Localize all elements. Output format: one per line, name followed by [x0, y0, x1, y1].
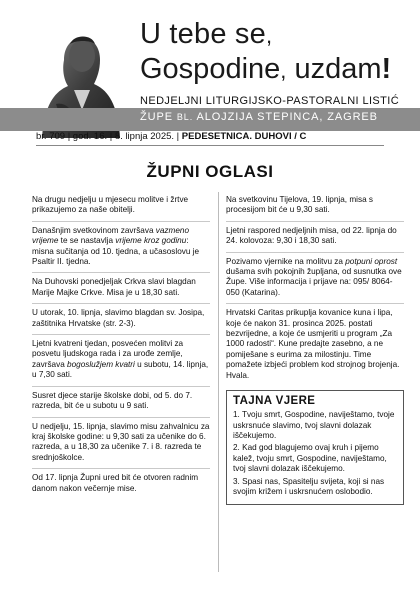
notice-item: Ljetni raspored nedjeljnih misa, od 22. lipnja do 24. kolovoza: 9,30 i 18,30 sati.: [226, 226, 404, 253]
notice-item: Današnjim svetkovinom završava vazmeno vrijeme te se nastavlja vrijeme kroz godinu: misna sučitanja od 10. tjedna, a učasoslovu je Psaltir II. tjedna.: [32, 226, 210, 274]
masthead: [0, 0, 420, 150]
mystery-of-faith-acclamation: 3. Spasi nas, Spasitelju svijeta, koji si nas svojim križem i uskrsnućem oslobodio.: [233, 476, 385, 496]
parish-bl: BL.: [176, 112, 194, 122]
column-divider: [218, 192, 219, 572]
notice-item: Na svetkovinu Tijelova, 19. lipnja, misa s procesijom bit će u 9,30 sati.: [226, 195, 404, 222]
right-column-notices: [226, 195, 404, 386]
issue-info: [36, 131, 306, 142]
issue-feast: PEDESETNICA. DUHOVI / C: [181, 131, 307, 142]
parish-part-a: ŽUPE: [140, 111, 177, 123]
masthead-title-line-1: [140, 18, 272, 51]
parish-name: [140, 111, 378, 123]
mystery-of-faith-title: TAJNA VJERE: [233, 395, 316, 408]
mystery-of-faith-acclamation: 1. Tvoju smrt, Gospodine, naviještamo, tvoje uskrsnuće slavimo, tvoj slavni dolazak iščekujemo.: [233, 410, 395, 440]
notice-item: Pozivamo vjernike na molitvu za potpuni oprost dušama svih pokojnih župljana, od susnutka ove Župe. Više informacija i prijave na: 095/ 8064-050 (Katarina).: [226, 257, 404, 305]
parish-part-b: ALOJZIJA STEPINCA, ZAGREB: [193, 111, 378, 123]
masthead-title-line-2: [140, 53, 391, 86]
title-part-b: Gospodine: [140, 53, 281, 85]
notice-item: Na drugu nedjelju u mjesecu molitve i žrtve prikazujemo za naše obitelji.: [32, 195, 210, 222]
issue-divider: [36, 145, 384, 146]
mystery-of-faith-box: [226, 390, 404, 505]
mystery-of-faith-acclamation: 2. Kad god blagujemo ovaj kruh i pijemo kalež, tvoju smrt, Gospodine, naviještamo, tvoj slavni dolazak iščekujemo.: [233, 443, 387, 474]
issue-number: br. 709 | god. 16. | 8. lipnja 2025. |: [36, 131, 182, 142]
notice-item: Na Duhovski ponedjeljak Crkva slavi blagdan Marije Majke Crkve. Misa je u 18,30 sati.: [32, 277, 210, 304]
notice-item: U nedjelju, 15. lipnja, slavimo misu zahvalnicu za kraj školske godine: u 9,30 sati za učenike do 6. razreda, a u 18,30 za učenike 7. i 8. razreda te srednjoškolce.: [32, 422, 210, 470]
page-title: ŽUPNI OGLASI: [146, 162, 274, 181]
title-comma-b: ,: [280, 58, 287, 83]
mystery-of-faith-list: [233, 410, 397, 497]
title-part-a: U tebe se: [140, 18, 266, 50]
notice-item: U utorak, 10. lipnja, slavimo blagdan sv. Josipa, zaštitnika Hrvatske (str. 2-3).: [32, 308, 210, 335]
left-column-notices: [32, 195, 210, 503]
masthead-subtitle: NEDJELJNI LITURGIJSKO-PASTORALNI LISTIĆ: [140, 95, 400, 107]
title-part-c: uzdam: [286, 53, 382, 85]
title-comma-a: ,: [265, 23, 273, 48]
right-column: [226, 195, 404, 505]
notice-item: Susret djece starije školske dobi, od 5. do 7. razreda, bit će u subotu u 9 sati.: [32, 391, 210, 418]
notice-item: Od 17. lipnja Župni ured bit će otvoren radnim danom nakon večernje mise.: [32, 473, 199, 493]
notice-item: Hrvatski Caritas prikuplja kovanice kuna i lipa, koje će nakon 31. prosinca 2025. postati bezvrijedne, a koje će usmjeriti u program „Za 1000 radosti“. Kune predajte zasebno, a ne pomiješane s eurima za milostinju. Time pomažete izbjeći problem kod strojnog brojenja. Hvala.: [226, 308, 400, 380]
notice-item: Ljetni kvatreni tjedan, posvećen molitvi za posvetu ljudskoga rada i za urođe zemlje, završava bogoslužjem kvatri u subotu, 14. lipnja, u 7,30 sati.: [32, 339, 210, 387]
title-exclaim: !: [381, 53, 392, 85]
